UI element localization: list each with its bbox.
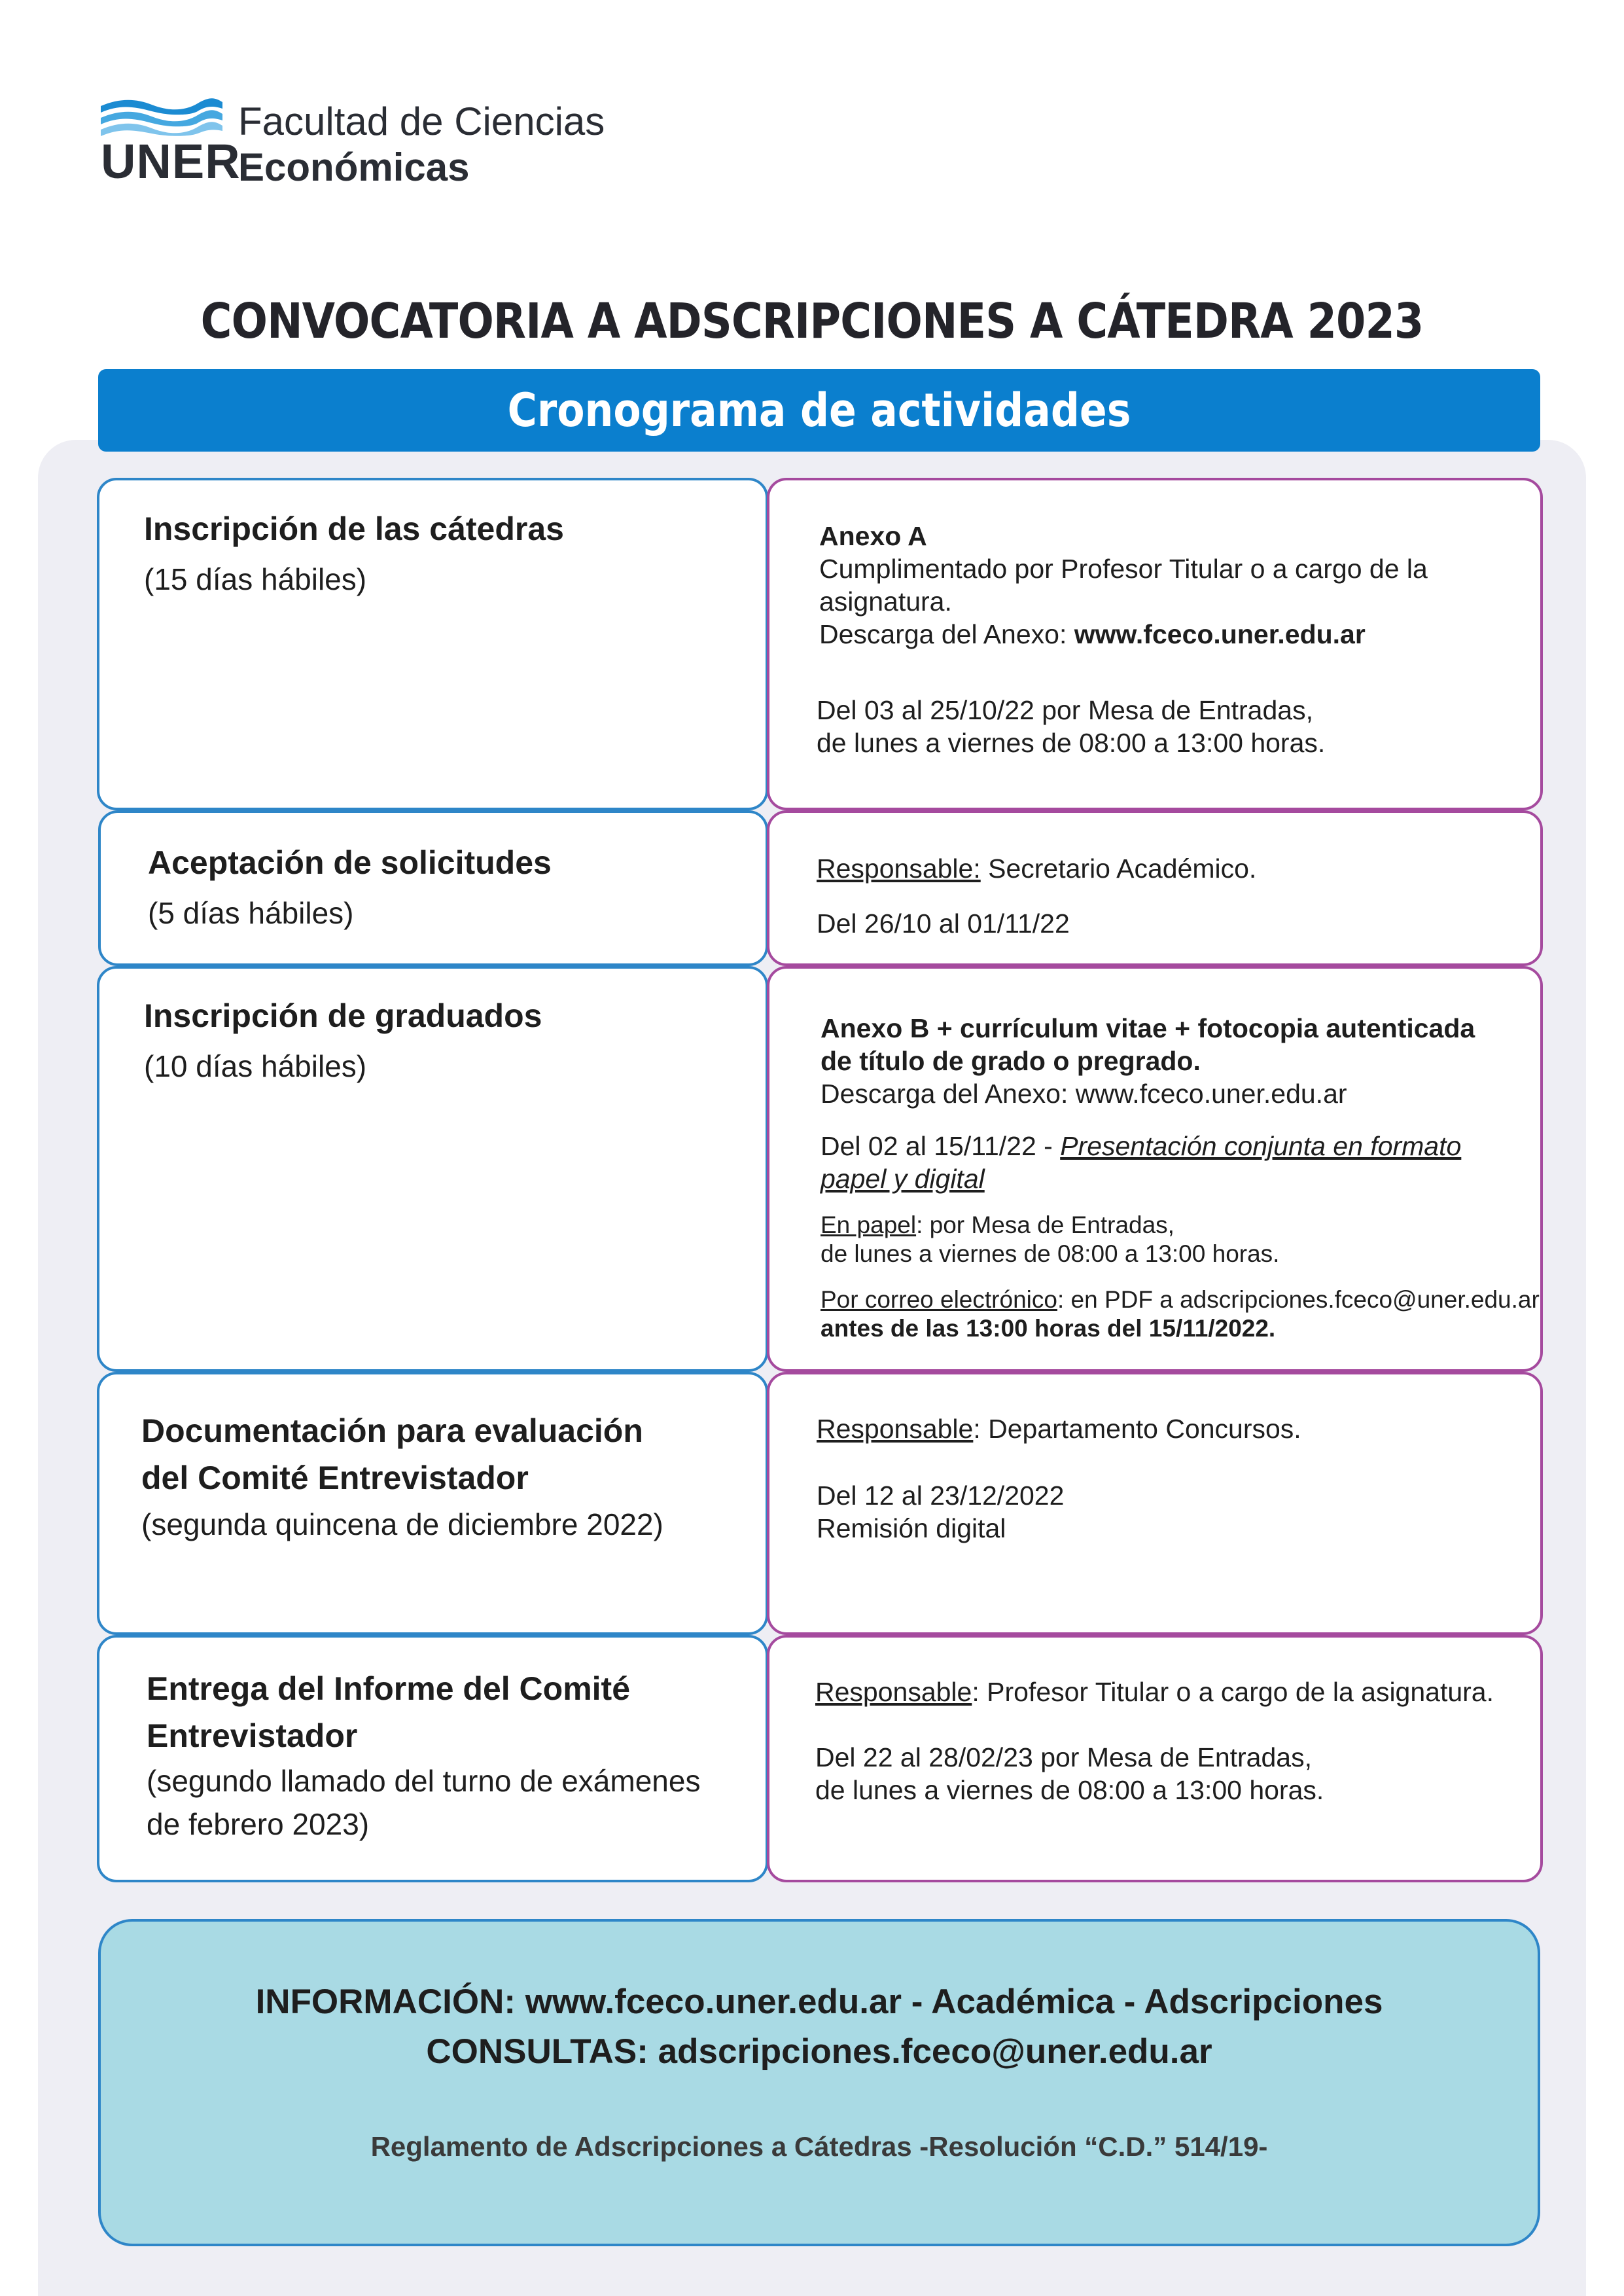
activity-duration: (segundo llamado del turno de exámenes: [147, 1764, 701, 1798]
responsible-value: : Departamento Concursos.: [973, 1414, 1301, 1444]
requirements-line: Anexo B + currículum vitae + fotocopia autenticada: [821, 1013, 1475, 1043]
paper-label: En papel: [821, 1211, 917, 1238]
activity-duration: (5 días hábiles): [148, 896, 354, 930]
detail-text: asignatura.: [819, 586, 952, 617]
download-label: Descarga del Anexo:: [819, 619, 1067, 649]
responsible-value: Secretario Académico.: [980, 853, 1257, 884]
activity-card-documentacion: [97, 1372, 768, 1635]
regulation-note: Reglamento de Adscripciones a Cátedras -Resolución “C.D.” 514/19-: [370, 2131, 1268, 2162]
activity-card-graduados: [97, 966, 768, 1372]
activity-title: Entrevistador: [147, 1717, 358, 1754]
date-prefix: Del 02 al 15/11/22 -: [821, 1131, 1061, 1161]
contact-line: CONSULTAS: adscripciones.fceco@uner.edu.ar: [426, 2032, 1212, 2071]
download-link[interactable]: www.fceco.uner.edu.ar: [1074, 619, 1366, 649]
activity-title: Inscripción de graduados: [144, 997, 542, 1034]
responsible-line: [817, 1412, 1301, 1445]
schedule-banner: [98, 369, 1540, 452]
activity-duration: (segunda quincena de diciembre 2022): [141, 1507, 663, 1541]
activity-card-aceptacion: [98, 810, 768, 966]
detail-card-documentacion: [767, 1372, 1543, 1635]
activity-card-informe: [97, 1635, 768, 1882]
activity-title: Inscripción de las cátedras: [144, 511, 564, 547]
date-range: Del 03 al 25/10/22 por Mesa de Entradas,: [817, 695, 1313, 725]
schedule-banner-text: Cronograma de actividades: [507, 384, 1131, 437]
responsible-label: Responsable: [817, 1414, 974, 1444]
activity-title: del Comité Entrevistador: [141, 1460, 529, 1496]
presentation-format: Presentación conjunta en formato: [1060, 1131, 1462, 1161]
delivery-note: Remisión digital: [817, 1513, 1006, 1543]
info-line: INFORMACIÓN: www.fceco.uner.edu.ar - Académica - Adscripciones: [255, 1982, 1383, 2021]
requirements-line: de título de grado o pregrado.: [821, 1046, 1201, 1076]
detail-card-catedras: [767, 478, 1543, 810]
page-title: CONVOCATORIA A ADSCRIPCIONES A CÁTEDRA 2023: [200, 293, 1424, 350]
activity-title: Entrega del Informe del Comité: [147, 1670, 631, 1707]
date-range: [821, 1130, 1461, 1162]
activity-title: Aceptación de solicitudes: [148, 844, 552, 881]
annex-label: Anexo A: [819, 521, 927, 551]
paper-line: [821, 1211, 1174, 1240]
activity-card-catedras: [97, 478, 768, 810]
paper-value: : por Mesa de Entradas,: [916, 1211, 1174, 1238]
presentation-format: papel y digital: [821, 1164, 985, 1194]
date-range: Del 12 al 23/12/2022: [817, 1480, 1065, 1511]
email-value: : en PDF a adscripciones.fceco@uner.edu.ar: [1057, 1286, 1540, 1313]
responsible-label: Responsable: [815, 1677, 972, 1707]
activity-title: Documentación para evaluación: [141, 1412, 643, 1449]
email-label: Por correo electrónico: [821, 1286, 1057, 1313]
date-range: Del 26/10 al 01/11/22: [817, 908, 1070, 939]
deadline: antes de las 13:00 horas del 15/11/2022.: [821, 1315, 1276, 1342]
email-line: [821, 1285, 1540, 1314]
office-hours: de lunes a viernes de 08:00 a 13:00 horas.: [817, 728, 1326, 758]
detail-text: Cumplimentado por Profesor Titular o a cargo de la: [819, 554, 1428, 584]
responsible-line: [817, 852, 1256, 885]
uner-logo-text: UNER: [101, 134, 241, 188]
detail-card-informe: [767, 1635, 1543, 1882]
office-hours: de lunes a viernes de 08:00 a 13:00 horas.: [815, 1775, 1324, 1805]
detail-card-aceptacion: [767, 810, 1543, 966]
responsible-label: Responsable:: [817, 853, 981, 884]
activity-duration: de febrero 2023): [147, 1807, 370, 1841]
office-hours: de lunes a viernes de 08:00 a 13:00 horas.: [821, 1240, 1280, 1267]
faculty-name-line2: Económicas: [238, 145, 470, 189]
date-range: Del 22 al 28/02/23 por Mesa de Entradas,: [815, 1742, 1312, 1772]
activity-duration: (10 días hábiles): [144, 1049, 367, 1083]
waves-icon: [99, 97, 224, 137]
info-box: [98, 1919, 1540, 2246]
responsible-line: [815, 1676, 1494, 1708]
detail-card-graduados: [767, 966, 1543, 1372]
responsible-value: : Profesor Titular o a cargo de la asignatura.: [972, 1677, 1494, 1707]
download-line: Descarga del Anexo: www.fceco.uner.edu.ar: [821, 1079, 1347, 1109]
activity-duration: (15 días hábiles): [144, 562, 367, 596]
faculty-name-line1: Facultad de Ciencias: [238, 99, 605, 143]
download-line: [819, 618, 1366, 651]
